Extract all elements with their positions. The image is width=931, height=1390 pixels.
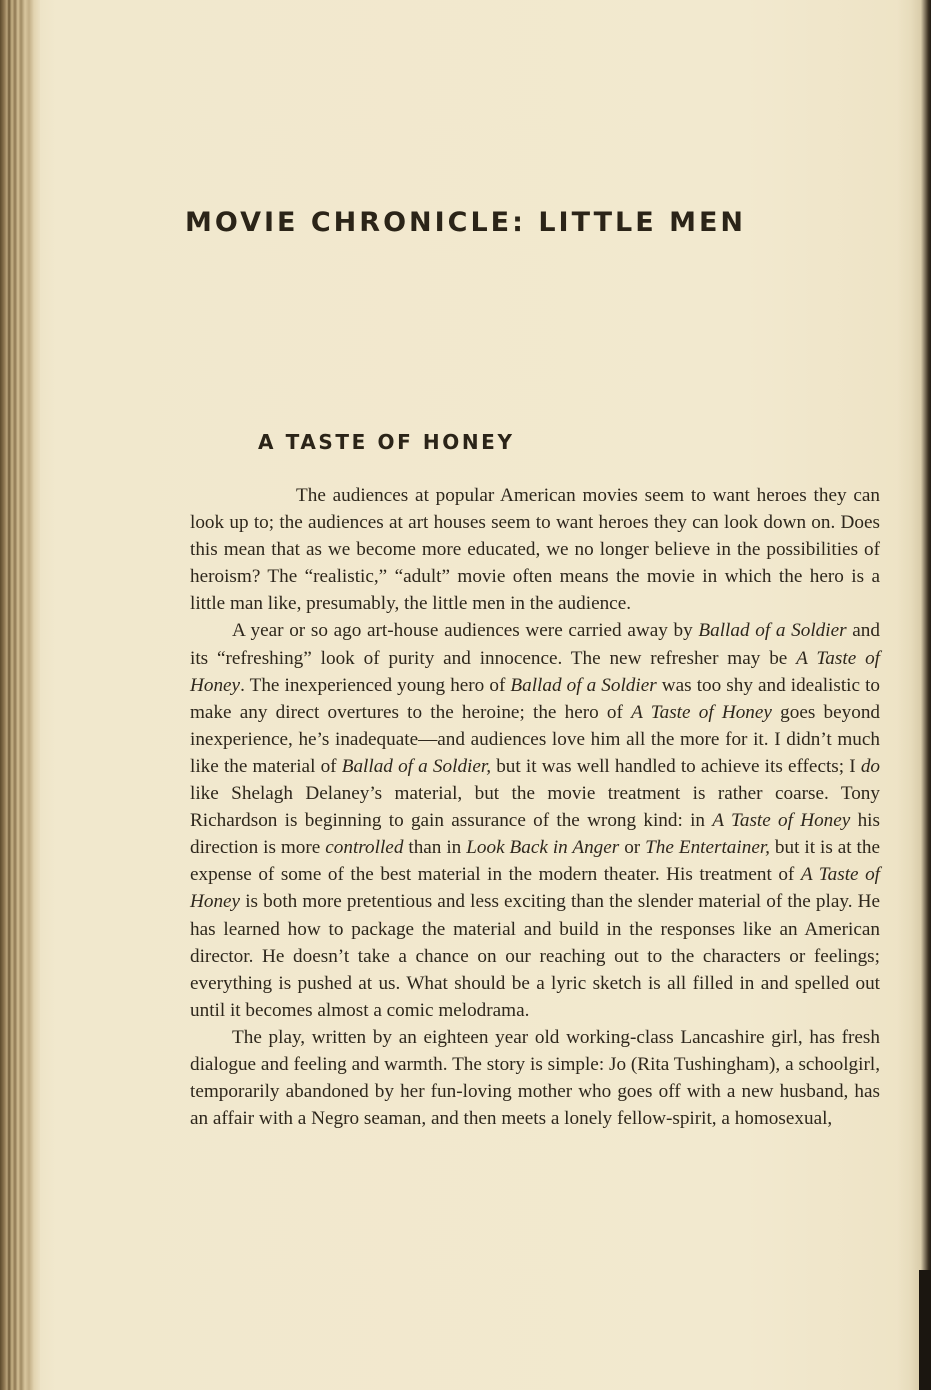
paragraph-text: but it was well handled to achieve its effects; I <box>491 755 861 777</box>
paragraph-text: than in <box>403 837 467 859</box>
paragraph-text: and its “refreshing” look of purity and innocence. The new refresher may be <box>190 620 880 669</box>
italic-title-text: controlled <box>325 837 404 859</box>
paragraph-text: . The inexperienced young hero of <box>240 674 511 696</box>
italic-title-text: Ballad of a Soldier <box>698 620 847 642</box>
italic-title-text: Ballad of a Soldier <box>510 674 657 696</box>
paragraph-text: The audiences at popular American movies seem to want heroes they can look up to; the audiences at art houses seem to want heroes they can look down on. Does this mean that as we become more educated, we no longer believe in the possibilities of heroism? The “realistic,” “adult” movie often means the movie in which the hero is a little man like, presumably, the little men in the audience. <box>190 485 880 615</box>
paragraph-text: like Shelagh Delaney’s material, but the movie treatment is rather coarse. Tony Richardson is beginning to gain assurance of the wrong kind: in <box>190 783 880 832</box>
paragraph-text: his direction is more <box>190 810 880 859</box>
paragraph-text: The play, written by an eighteen year old working-class Lancashire girl, has fresh dialogue and feeling and warmth. The story is simple: Jo (Rita Tushingham), a schoolgirl, temporarily abandoned by her fun-loving mother who goes off with a new husband, has an affair with a Negro seaman, and then meets a lonely fellow-spirit, a homosexual, <box>190 1026 880 1130</box>
paragraph-text: is both more pretentious and less exciting than the slender material of the play. He has learned how to package the material and build in the responses like an American director. He doesn’t take a chance on our reaching out to the characters or feelings; everything is pushed at us. What should be a lyric sketch is all filled in and spelled out until it becomes almost a comic melodrama. <box>190 891 880 1021</box>
italic-title-text: A Taste of Honey <box>631 701 772 723</box>
paragraph-text: was too shy and idealistic to make any direct overtures to the heroine; the hero of <box>190 674 881 723</box>
chapter-title: MOVIE CHRONICLE: LITTLE MEN <box>184 207 746 238</box>
paragraph-text: goes beyond inexperience, he’s inadequate—and audiences love him all the more for it. I didn’t much like the material of <box>190 701 881 777</box>
italic-title-text: Look Back in Anger <box>466 837 620 859</box>
italic-title-text: A Taste of Honey <box>190 864 880 913</box>
page-corner-shadow <box>919 1270 931 1390</box>
italic-title-text: A Taste of Honey <box>190 647 880 696</box>
italic-title-text: A Taste of Honey <box>712 810 851 832</box>
paragraph <box>190 617 880 1023</box>
paragraph-text: or <box>619 837 646 859</box>
italic-title-text: The Entertainer, <box>645 837 770 859</box>
paragraph-text: but it is at the expense of some of the best material in the modern theater. His treatment of <box>190 837 880 886</box>
paragraph-text: A year or so ago art-house audiences were carried away by <box>232 620 699 642</box>
italic-title-text: do <box>860 755 881 777</box>
italic-title-text: Ballad of a Soldier, <box>341 755 492 777</box>
paragraph <box>190 1024 880 1132</box>
body-text <box>190 482 880 1132</box>
section-heading: A TASTE OF HONEY <box>258 430 515 454</box>
paragraph <box>190 482 880 617</box>
